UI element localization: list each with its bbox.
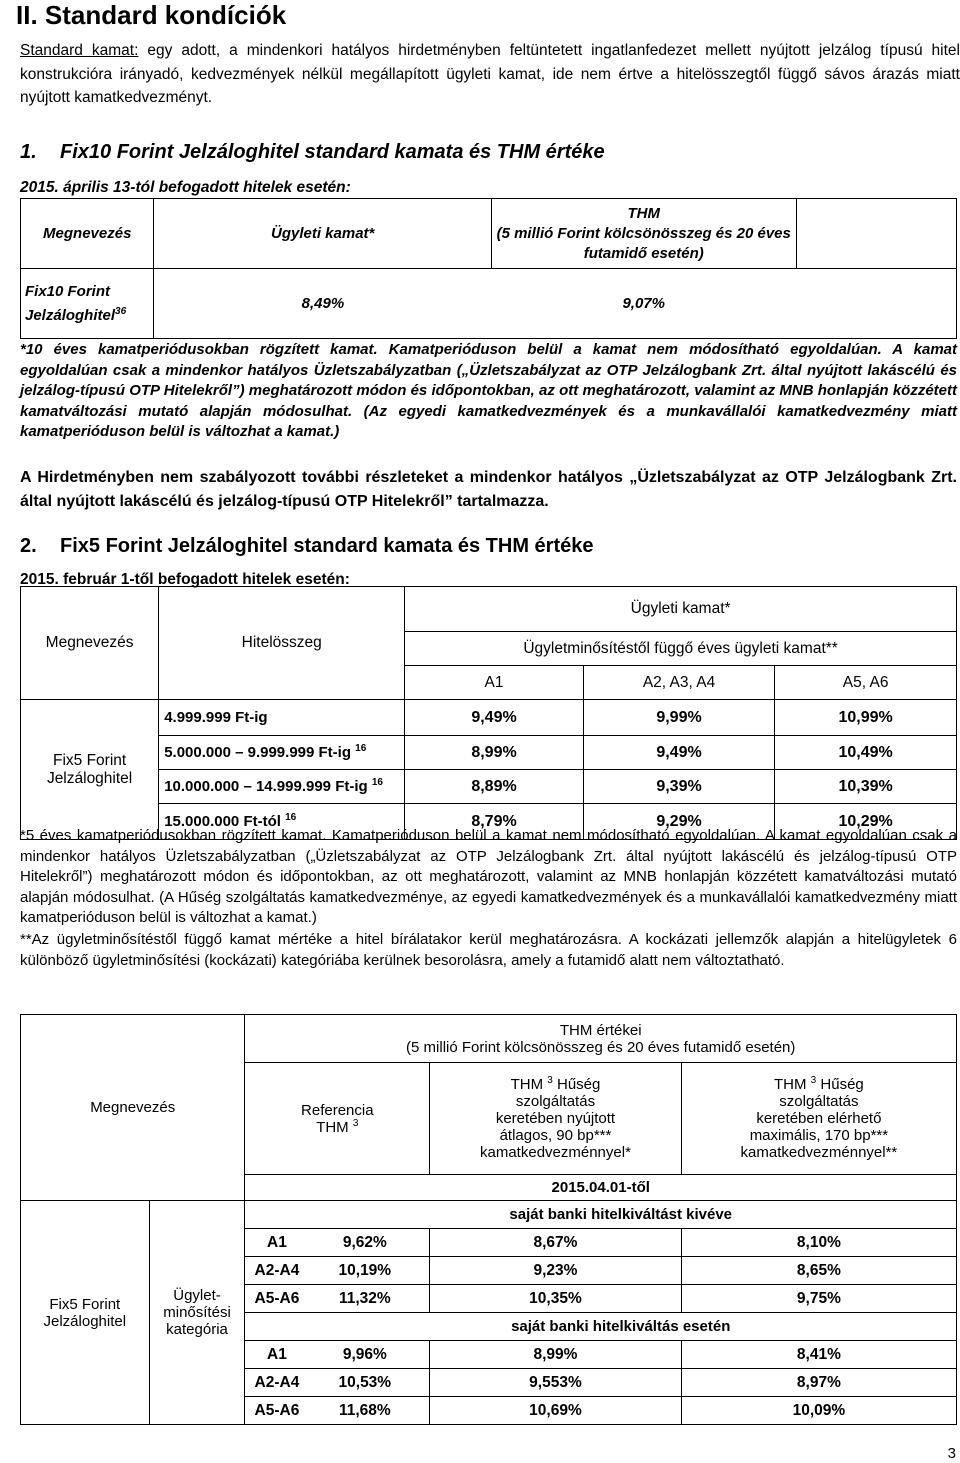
t1-thm-subtitle: (5 millió Forint kölcsönösszeg és 20 éves futamidő esetén): [496, 224, 791, 262]
t3-c170: 10,09%: [681, 1397, 956, 1425]
t1-empty-cell: [796, 269, 956, 339]
t1-thm-value: 9,07%: [491, 269, 796, 339]
t2-a1: 8,79%: [405, 804, 584, 840]
t3-c170: 8,10%: [681, 1229, 956, 1257]
t2-header-a2: A2, A3, A4: [583, 666, 774, 700]
t3-c170-sup: 3: [810, 1075, 817, 1086]
t3-cat-l2: minősítési: [163, 1304, 231, 1321]
t3-ref-value: 9,62%: [342, 1233, 387, 1251]
t3-c90: 10,35%: [430, 1285, 682, 1313]
s1-subtitle: 2015. április 13-tól befogadott hitelek esetén:: [20, 179, 351, 196]
t2-a5: 10,99%: [775, 700, 957, 736]
t1-header-thm: [491, 199, 796, 269]
t3-c170-l3: szolgáltatás: [779, 1093, 859, 1110]
t2-a1: 8,89%: [405, 770, 584, 804]
t3-date: 2015.04.01-től: [245, 1175, 957, 1201]
t3-c170: 9,75%: [681, 1285, 956, 1313]
t3-thm-title: THM értékei: [559, 1021, 642, 1039]
t3-ref: [245, 1397, 430, 1425]
t2-amount-text: 4.999.999 Ft-ig: [164, 709, 268, 726]
t3-ref: [245, 1369, 430, 1397]
t3-c170: 8,97%: [681, 1369, 956, 1397]
t3-c90: 9,553%: [430, 1369, 682, 1397]
t3-cat: A5-A6: [254, 1401, 300, 1419]
t3-ref-value: 11,68%: [338, 1401, 391, 1419]
t3-c90-l3: szolgáltatás: [515, 1093, 596, 1110]
t1-header-name: Megnevezés: [21, 199, 154, 269]
t2-a5: 10,49%: [775, 736, 957, 770]
t3-ref: [245, 1229, 430, 1257]
t3-c170: 8,65%: [681, 1257, 956, 1285]
t3-cat: A1: [267, 1345, 287, 1363]
t2-amount-text: 10.000.000 – 14.999.999 Ft-ig: [164, 778, 368, 795]
t2-amount-text: 15.000.000 Ft-tól: [164, 813, 281, 830]
t3-cat: A2-A4: [254, 1261, 300, 1279]
t2-amount-text: 5.000.000 – 9.999.999 Ft-ig: [164, 744, 351, 761]
t3-cat-l1: Ügylet-: [173, 1287, 221, 1304]
thm-table: [20, 1014, 957, 1425]
t3-header-thm: [245, 1015, 957, 1063]
t2-header-rating: Ügyletminősítéstől függő éves ügyleti kamat**: [405, 632, 957, 666]
t3-c90: 9,23%: [430, 1257, 682, 1285]
t2-amount-sup: 16: [285, 812, 297, 823]
t2-amount: [159, 770, 405, 804]
t3-c90-l2: Hűség: [556, 1076, 601, 1093]
t1-product-line1: Fix10 Forint: [25, 282, 111, 300]
s2-heading: [20, 534, 594, 558]
t2-header-amount: Hitelösszeg: [159, 587, 405, 700]
s1-number: 1.: [20, 141, 37, 163]
s2-number: 2.: [20, 535, 37, 557]
document-page: [16, 0, 960, 1463]
t3-ref: [245, 1341, 430, 1369]
t3-c170-l6: kamatkedvezménnyel**: [740, 1144, 898, 1161]
t3-c170: 8,41%: [681, 1341, 956, 1369]
t1-product-line2: Jelzáloghitel: [25, 306, 116, 324]
t3-header-ref: [245, 1063, 430, 1175]
t2-product-line2: Jelzáloghitel: [46, 769, 133, 787]
section-title: II. Standard kondíciók: [16, 0, 287, 30]
page-number: 3: [947, 1445, 956, 1462]
t1-product-sup: 36: [115, 305, 127, 317]
t2-product: [21, 700, 159, 840]
t2-amount-sup: 16: [355, 743, 367, 754]
t2-header-a1: A1: [405, 666, 584, 700]
s1-paragraph: A Hirdetményben nem szabályozott további részleteket a mindenkor hatályos „Üzletszabályzat az OTP Jelzálogbank Zrt. által nyújtott lakáscélú és jelzálog-típusú OTP Hitelekről” tartalmazza.: [20, 469, 957, 510]
t2-a2: 9,99%: [583, 700, 774, 736]
t1-thm-title: THM: [627, 204, 660, 222]
t2-a2: 9,39%: [583, 770, 774, 804]
t3-excl-text: saját banki hitelkiváltást kivéve: [509, 1206, 733, 1223]
fix5-rate-table: [20, 586, 957, 840]
s1-heading: [20, 140, 605, 164]
t2-product-line1: Fix5 Forint: [52, 751, 127, 769]
s2-note1: *5 éves kamatperiódusokban rögzített kamat. Kamatperióduson belül a kamat nem módosítható egyoldalúan. A kamat egyoldalúan csak a mindenkor hatályos Üzletszabályzatban („Üzletszabályzat az OTP Jelzálogbank Zrt. által nyújtott lakáscélú és jelzálog-típusú OTP Hitelekről”) meghatározott módon és időpontokban, az ott meghatározott, valamint az MNB honlapján közzétett kamatváltozási mutató alapján módosulhat. (A Hűség szolgáltatás kamatkedvezménye, az egyedi kamatkedvezmények és a munkavállalói kamatkedvezmény miatt kamatperióduson belül is változhat a kamat.): [20, 827, 957, 926]
s2-note2: **Az ügyletminősítéstől függő kamat mértéke a hitel bírálatakor kerül meghatározásra. A kockázati jellemzők alapján a hitelügyletek 6 különböző ügyletminősítési (kockázati) kategóriába kerülnek besorolásra, amely a futamidő alatt nem változtatható.: [20, 931, 957, 969]
t3-ref-line1: Referencia: [301, 1101, 374, 1119]
t3-c90-sup: 3: [547, 1075, 553, 1086]
t3-c170-l1: THM: [774, 1076, 807, 1093]
t3-ref: [245, 1285, 430, 1313]
t2-a2: 9,49%: [583, 736, 774, 770]
s2-title: Fix5 Forint Jelzáloghitel standard kamata és THM értéke: [60, 535, 594, 557]
t3-product: [21, 1201, 150, 1425]
t2-a1: 8,99%: [405, 736, 584, 770]
t1-header-empty: [796, 199, 956, 269]
intro-paragraph: [20, 39, 960, 110]
t3-c170-l5: maximális, 170 bp***: [749, 1127, 889, 1144]
intro-text: egy adott, a mindenkori hatályos hirdetményben feltüntetett ingatlanfedezet mellett nyújtott jelzálog típusú hitel konstrukcióra irányadó, kedvezmények nélkül megállapított ügyleti kamat, ide nem értve a hitelösszegtől függő sávos árazás miatt nyújtott kamatkedvezményt.: [20, 42, 960, 106]
t3-cat-l3: kategória: [166, 1321, 228, 1338]
t2-header-rate: Ügyleti kamat*: [405, 587, 957, 632]
fix10-table: [20, 198, 957, 339]
t1-product: [21, 269, 154, 339]
t3-c90-l5: átlagos, 90 bp***: [499, 1127, 612, 1144]
t3-c90-l4: keretében nyújtott: [495, 1110, 616, 1127]
t3-c90-l1: THM: [510, 1076, 544, 1093]
t3-cat: A2-A4: [254, 1373, 300, 1391]
t3-c170-l2: Hűség: [820, 1076, 864, 1093]
t2-a2: 9,29%: [583, 804, 774, 840]
t3-c90-l6: kamatkedvezménnyel*: [480, 1144, 631, 1161]
t2-header-name: Megnevezés: [21, 587, 159, 700]
t3-header-name: Megnevezés: [21, 1015, 245, 1201]
t3-header-c170: [681, 1063, 956, 1175]
t3-category: [149, 1201, 245, 1425]
t3-ref-value: 10,19%: [338, 1261, 392, 1279]
t2-a5: 10,29%: [775, 804, 957, 840]
s2-subtitle: 2015. február 1-től befogadott hitelek esetén:: [20, 571, 350, 588]
t3-ref-value: 11,32%: [338, 1289, 391, 1307]
t2-amount-sup: 16: [371, 777, 383, 788]
t3-ref-value: 10,53%: [338, 1373, 392, 1391]
t2-amount: [159, 700, 405, 736]
t3-ref: [245, 1257, 430, 1285]
t3-incl-text: saját banki hitelkiváltás esetén: [511, 1318, 731, 1335]
t3-product-line1: Fix5 Forint: [49, 1295, 121, 1313]
t2-amount: [159, 736, 405, 770]
intro-label: Standard kamat:: [20, 42, 139, 59]
t2-a5: 10,39%: [775, 770, 957, 804]
t3-product-line2: Jelzáloghitel: [43, 1312, 127, 1330]
t3-excl-label: [245, 1201, 957, 1229]
t3-c90: 8,67%: [430, 1229, 682, 1257]
t3-c170-l4: keretében elérhető: [756, 1110, 882, 1127]
t3-c90: 8,99%: [430, 1341, 682, 1369]
s1-note: *10 éves kamatperiódusokban rögzített kamat. Kamatperióduson belül a kamat nem módosítható egyoldalúan. A kamat egyoldalúan csak a mindenkor hatályos Üzletszabályzatban („Üzletszabályzat az OTP Jelzálogbank Zrt. által nyújtott lakáscélú és jelzálog-típusú OTP Hitelekről”) meghatározott módon és időpontokban, az ott meghatározott, valamint az MNB honlapján közzétett kamatváltozási mutató alapján módosulhat. (Az egyedi kamatkedvezmények és a munkavállalói kamatkedvezmény miatt kamatperióduson belül is változhat a kamat.): [20, 341, 957, 440]
t3-ref-value: 9,96%: [342, 1345, 387, 1363]
t3-cat: A1: [267, 1233, 287, 1251]
s1-title: Fix10 Forint Jelzáloghitel standard kamata és THM értéke: [60, 141, 605, 163]
t3-header-c90: [430, 1063, 682, 1175]
t3-ref-sup: 3: [352, 1117, 359, 1129]
t3-c90: 10,69%: [430, 1397, 682, 1425]
t3-cat: A5-A6: [254, 1289, 300, 1307]
t1-header-rate: Ügyleti kamat*: [154, 199, 491, 269]
t1-rate-value: 8,49%: [154, 269, 491, 339]
t3-ref-line2: THM: [316, 1118, 349, 1136]
t3-incl-label: [245, 1313, 957, 1341]
t3-thm-subtitle: (5 millió Forint kölcsönösszeg és 20 éves futamidő esetén): [406, 1038, 796, 1056]
t2-header-a5: A5, A6: [775, 666, 957, 700]
t2-a1: 9,49%: [405, 700, 584, 736]
